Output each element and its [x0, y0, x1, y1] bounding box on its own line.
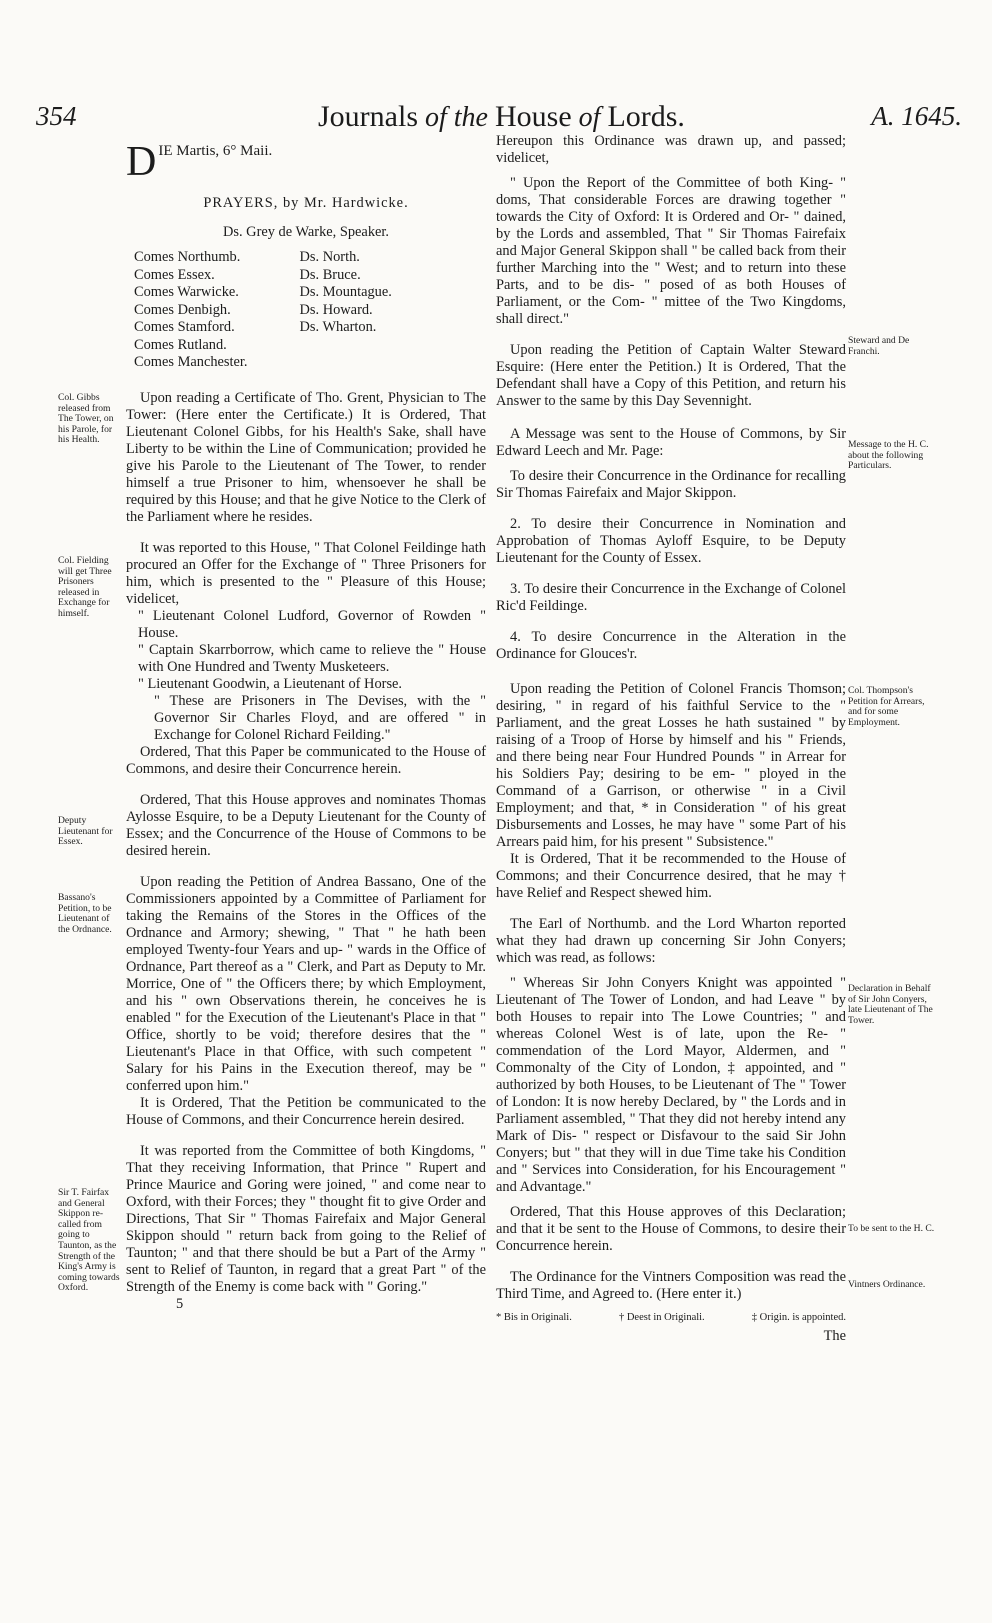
- order-thomson: It is Ordered, That it be recommended to the House of Commons; and their Concurrence desired, that he may † have Relief and Respect shewed him.: [496, 851, 846, 901]
- paragraph-vintners: The Ordinance for the Vintners Composition was read the Third Time, and Agreed to. (Here enter it.): [496, 1269, 846, 1302]
- comes-list: Comes Northumb. Comes Essex. Comes Warwicke. Comes Denbigh. Comes Stamford. Comes Rutland. Comes Manchester.: [134, 249, 248, 370]
- footnote-2: † Deest in Originali.: [618, 1312, 705, 1323]
- paragraph-deputy: Ordered, That this House approves and nominates Thomas Aylosse Esquire, to be a Deputy Lieutenant for the County of Essex; and the Concurrence of the House of Commons to be desired herein.: [126, 791, 486, 859]
- date-line: D IE Martis, 6° Maii.: [126, 139, 273, 185]
- year-label: A. 1645.: [871, 101, 962, 131]
- paragraph-ordinance: " Upon the Report of the Committee of both King- " doms, That considerable Forces are drawing together " towards the City of Oxford: It is Ordered and Or- " dained, by the Lords and assembled, That " Sir Thomas Fairefaix and Major General Skippon shall " be called back from their further Marching into the " West; and to return into these Parts, and to be dis- " posed of as both Houses of Parliament, or the Com- " mittee of the Two Kingdoms, shall direct.": [496, 175, 846, 327]
- page-number: 354: [36, 101, 77, 131]
- message-item-4: 4. To desire Concurrence in the Alteration in the Ordinance for Glouces'r.: [496, 629, 846, 662]
- footnote-1: * Bis in Originali.: [496, 1312, 572, 1323]
- margin-note-steward: Steward and De Franchi.: [848, 335, 910, 357]
- margin-note-send: To be sent to the H. C.: [848, 1223, 935, 1234]
- paragraph-steward: Upon reading the Petition of Captain Walter Steward Esquire: (Here enter the Petition.) It is Ordered, That the Defendant shall have a Copy of this Petition, and return his Answer to the same by this Day Sevennight.: [496, 342, 846, 409]
- message-item-1: To desire their Concurrence in the Ordinance for recalling Sir Thomas Fairefaix and Major Skippon.: [496, 468, 846, 501]
- barons-list: Ds. North. Ds. Bruce. Ds. Mountague. Ds. Howard. Ds. Wharton.: [299, 249, 392, 335]
- declaration-conyers: " Whereas Sir John Conyers Knight was appointed " Lieutenant of The Tower of London, and had Leave " by both Houses to repair into The Lowe Countries; " and whereas Colonel West is of late, upon the Re- " commendation of the Lord Mayor, Aldermen, and " Commonalty of the City of London, ‡ appointed, and " authorized by both Houses, to be Lieutenant of The " Tower of London: It is now hereby Declared, by " the Lords and in Parliament assembled, " That they did not hereby intend any Mark of Dis- " respect or Disfavour to the said Sir John Conyers; but " that they will in due Time take his Condition and " Services into Consideration, for his Encouragement " and Advantage.": [496, 975, 846, 1195]
- left-column: [126, 139, 486, 1313]
- margin-note-bassano: Bassano's Petition, to be Lieutenant of the Ordnance.: [58, 892, 112, 935]
- running-title: Journals of the House of Lords.: [318, 100, 685, 133]
- margin-note-fielding: Col. Fielding will get Three Prisoners released in Exchange for himself.: [58, 555, 112, 619]
- signature-mark: 5: [176, 1295, 184, 1312]
- drop-cap: D: [126, 139, 157, 185]
- prisoner-ludford: " Lieutenant Colonel Ludford, Governor of Rowden " House.: [138, 607, 486, 641]
- margin-note-thompson: Col. Thompson's Petition for Arrears, and for some Employment.: [848, 685, 925, 728]
- paragraph-feilding: It was reported to this House, " That Colonel Feildinge hath procured an Offer for the Exchange of " Three Prisoners for him, which is presented to the " Pleasure of this House; videlicet,: [126, 539, 486, 607]
- speaker-line: Ds. Grey de Warke, Speaker.: [222, 224, 389, 240]
- paragraph-conyers-intro: The Earl of Northumb. and the Lord Wharton reported what they had drawn up concerning Sir John Conyers; which was read, as follows:: [496, 916, 846, 966]
- members-present: [134, 249, 486, 372]
- margin-note-message: Message to the H. C. about the following Particulars.: [848, 439, 929, 472]
- paragraph-bassano: Upon reading the Petition of Andrea Bassano, One of the Commissioners appointed by a Committee of Parliament for taking the Remains of the Stores in the Offices of the Ordnance and Armory; shewing, " That " he hath been employed Twenty-four Years and up- " wards in the Office of Ordnance, Part thereof as a " Clerk, and Part as Deputy to Mr. Morrice, One of " the Officers there; by which Employment, and his " own Observations therein, he conceives he is enabled " for the Execution of the Lieutenant's Place in that " Office, shortly to be void; therefore desires that the " Lieutenant's Place in that Office, with such competent " Salary for his Pains in the Execution thereof, may be " conferred upon him.": [126, 873, 486, 1094]
- paragraph-ordinance-intro: Hereupon this Ordinance was drawn up, and passed; videlicet,: [496, 133, 846, 166]
- order-bassano: It is Ordered, That the Petition be communicated to the House of Commons, and their Concurrence herein desired.: [126, 1094, 486, 1128]
- prisoner-goodwin: " Lieutenant Goodwin, a Lieutenant of Horse.: [138, 675, 403, 692]
- footnotes: [496, 1309, 846, 1326]
- message-item-2: 2. To desire their Concurrence in Nomination and Approbation of Thomas Ayloff Esquire, to be Deputy Lieutenant for the County of Essex.: [496, 516, 846, 566]
- paragraph-message: A Message was sent to the House of Commons, by Sir Edward Leech and Mr. Page:: [496, 426, 846, 459]
- margin-note-fairfax: Sir T. Fairfax and General Skippon re-called from going to Taunton, as the Strength of the King's Army is coming towards Oxford.: [58, 1187, 120, 1294]
- prayers-line: PRAYERS, by Mr. Hardwicke.: [203, 195, 409, 211]
- footnote-3: ‡ Origin. is appointed.: [751, 1312, 846, 1323]
- paragraph-fairfax: It was reported from the Committee of both Kingdoms, " That they receiving Information, that Prince " Rupert and Prince Maurice and Goring were joined, " and come near to Oxford, with their Forces; they " thought fit to give Order and Directions, That Sir " Thomas Fairefaix and Major General Skippon should " return back from going to the Relief of Taunton; " and that there should be but a Part of the Army " sent to Relief of Taunton, in regard that a great Part " of the Strength of the Enemy is come back with " Goring.": [126, 1142, 486, 1295]
- catchword: The: [823, 1328, 846, 1344]
- margin-note-conyers: Declaration in Behalf of Sir John Conyers, late Lieutenant of The Tower.: [848, 983, 933, 1026]
- paragraph-thomson: Upon reading the Petition of Colonel Francis Thomson; desiring, " in regard of his faithful Service to the " Parliament, and the great Losses he hath sustained " by raising of a Troop of Horse by himself and his " Friends, and there being near Four Hundred Pounds " in Arrear for his Soldiers Pay; desiring to be em- " ployed in the Command of a Garrison, or otherwise " in a Civil Employment; and that, * in Consideration " of his great Disbursements and Losses, he may have " some Part of his Arrears paid him, for his present " Subsistence.": [496, 681, 846, 850]
- message-item-3: 3. To desire their Concurrence in the Exchange of Colonel Ric'd Feildinge.: [496, 581, 846, 614]
- margin-note-vintners: Vintners Ordinance.: [848, 1279, 926, 1290]
- margin-note-gibbs: Col. Gibbs released from The Tower, on his Parole, for his Health.: [58, 392, 114, 446]
- margin-note-deputy: Deputy Lieutenant for Essex.: [58, 815, 113, 848]
- order-feilding: Ordered, That this Paper be communicated to the House of Commons, and desire their Concurrence herein.: [126, 743, 486, 777]
- prisoner-skarrborrow: " Captain Skarrborrow, which came to relieve the " House with One Hundred and Twenty Musketeers.: [138, 641, 486, 675]
- paragraph-gibbs: Upon reading a Certificate of Tho. Grent, Physician to The Tower: (Here enter the Certificate.) It is Ordered, That Lieutenant Colonel Gibbs, for his Health's Sake, shall have Liberty to be within the Line of Communication; provided he give his Parole to the Lieutenant of The Tower, to render himself a true Prisoner to him, whensoever he shall be required by this House; and that he give Notice to the Clerk of the Parliament where he resides.: [126, 389, 486, 525]
- order-declaration: Ordered, That this House approves of this Declaration; and that it be sent to the House of Commons, to desire their Concurrence herein.: [496, 1204, 846, 1254]
- right-column: [496, 133, 846, 1345]
- prisoners-note: " These are Prisoners in The Devises, with the " Governor Sir Charles Floyd, and are offered " in Exchange for Colonel Richard Feilding.": [154, 692, 486, 743]
